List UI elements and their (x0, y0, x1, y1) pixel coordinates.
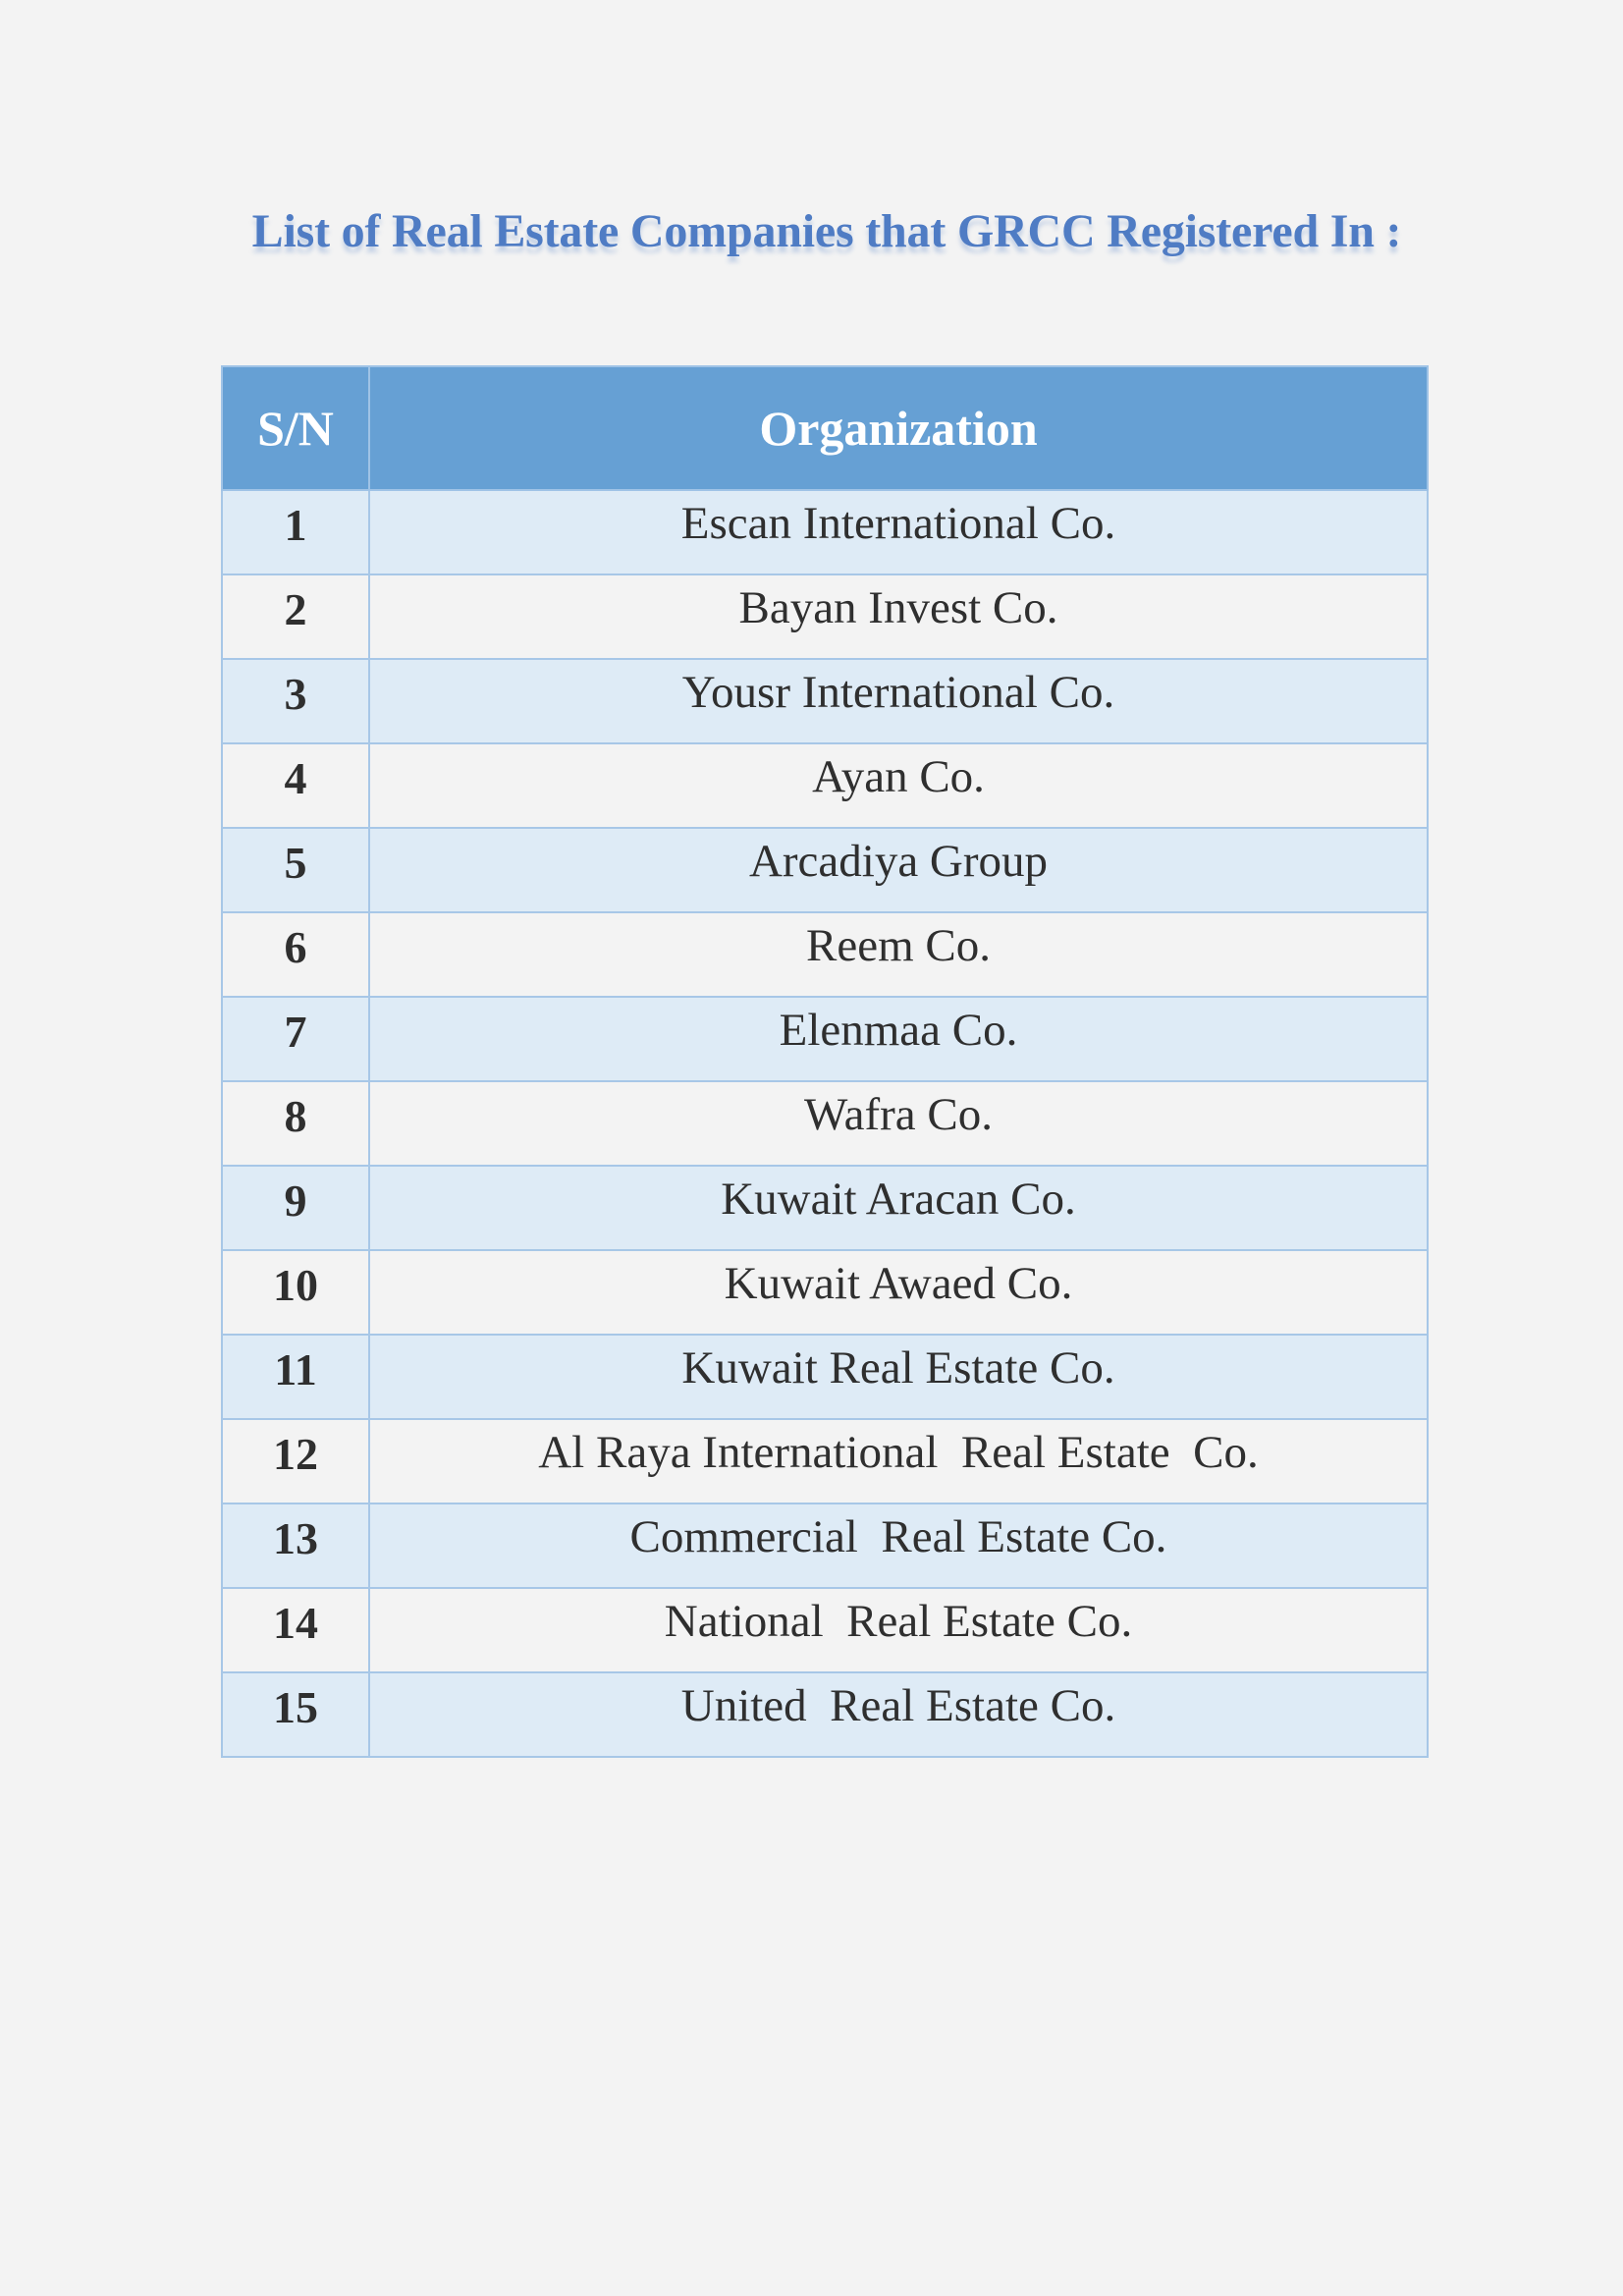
row-organization: Arcadiya Group (369, 828, 1428, 912)
row-organization: Wafra Co. (369, 1081, 1428, 1166)
row-organization: Reem Co. (369, 912, 1428, 997)
header-organization: Organization (369, 366, 1428, 490)
row-organization: Al Raya International Real Estate Co. (369, 1419, 1428, 1503)
table-row (222, 574, 1428, 659)
row-organization: Elenmaa Co. (369, 997, 1428, 1081)
table-row (222, 1166, 1428, 1250)
row-organization: Kuwait Awaed Co. (369, 1250, 1428, 1335)
organization-table (221, 365, 1429, 1758)
row-sn: 2 (222, 574, 369, 659)
row-sn: 9 (222, 1166, 369, 1250)
table-row (222, 659, 1428, 743)
table-body (222, 490, 1428, 1757)
row-sn: 11 (222, 1335, 369, 1419)
row-sn: 3 (222, 659, 369, 743)
table-row (222, 743, 1428, 828)
table-row (222, 997, 1428, 1081)
table-header-row (222, 366, 1428, 490)
row-sn: 13 (222, 1503, 369, 1588)
table-row (222, 1419, 1428, 1503)
table-row (222, 828, 1428, 912)
table-row (222, 1672, 1428, 1757)
row-sn: 15 (222, 1672, 369, 1757)
row-organization: Bayan Invest Co. (369, 574, 1428, 659)
table-row (222, 1335, 1428, 1419)
row-sn: 12 (222, 1419, 369, 1503)
row-sn: 1 (222, 490, 369, 574)
header-sn: S/N (222, 366, 369, 490)
table-row (222, 1588, 1428, 1672)
row-organization: Commercial Real Estate Co. (369, 1503, 1428, 1588)
row-sn: 6 (222, 912, 369, 997)
row-organization: Escan International Co. (369, 490, 1428, 574)
row-organization: Kuwait Real Estate Co. (369, 1335, 1428, 1419)
page-title: List of Real Estate Companies that GRCC Registered In : (251, 205, 1402, 257)
table-row (222, 1250, 1428, 1335)
row-organization: United Real Estate Co. (369, 1672, 1428, 1757)
row-sn: 8 (222, 1081, 369, 1166)
table-row (222, 912, 1428, 997)
row-organization: National Real Estate Co. (369, 1588, 1428, 1672)
row-sn: 14 (222, 1588, 369, 1672)
row-organization: Yousr International Co. (369, 659, 1428, 743)
table-row (222, 1081, 1428, 1166)
row-sn: 5 (222, 828, 369, 912)
table-row (222, 1503, 1428, 1588)
row-sn: 10 (222, 1250, 369, 1335)
row-organization: Kuwait Aracan Co. (369, 1166, 1428, 1250)
row-sn: 7 (222, 997, 369, 1081)
table-row (222, 490, 1428, 574)
row-organization: Ayan Co. (369, 743, 1428, 828)
row-sn: 4 (222, 743, 369, 828)
